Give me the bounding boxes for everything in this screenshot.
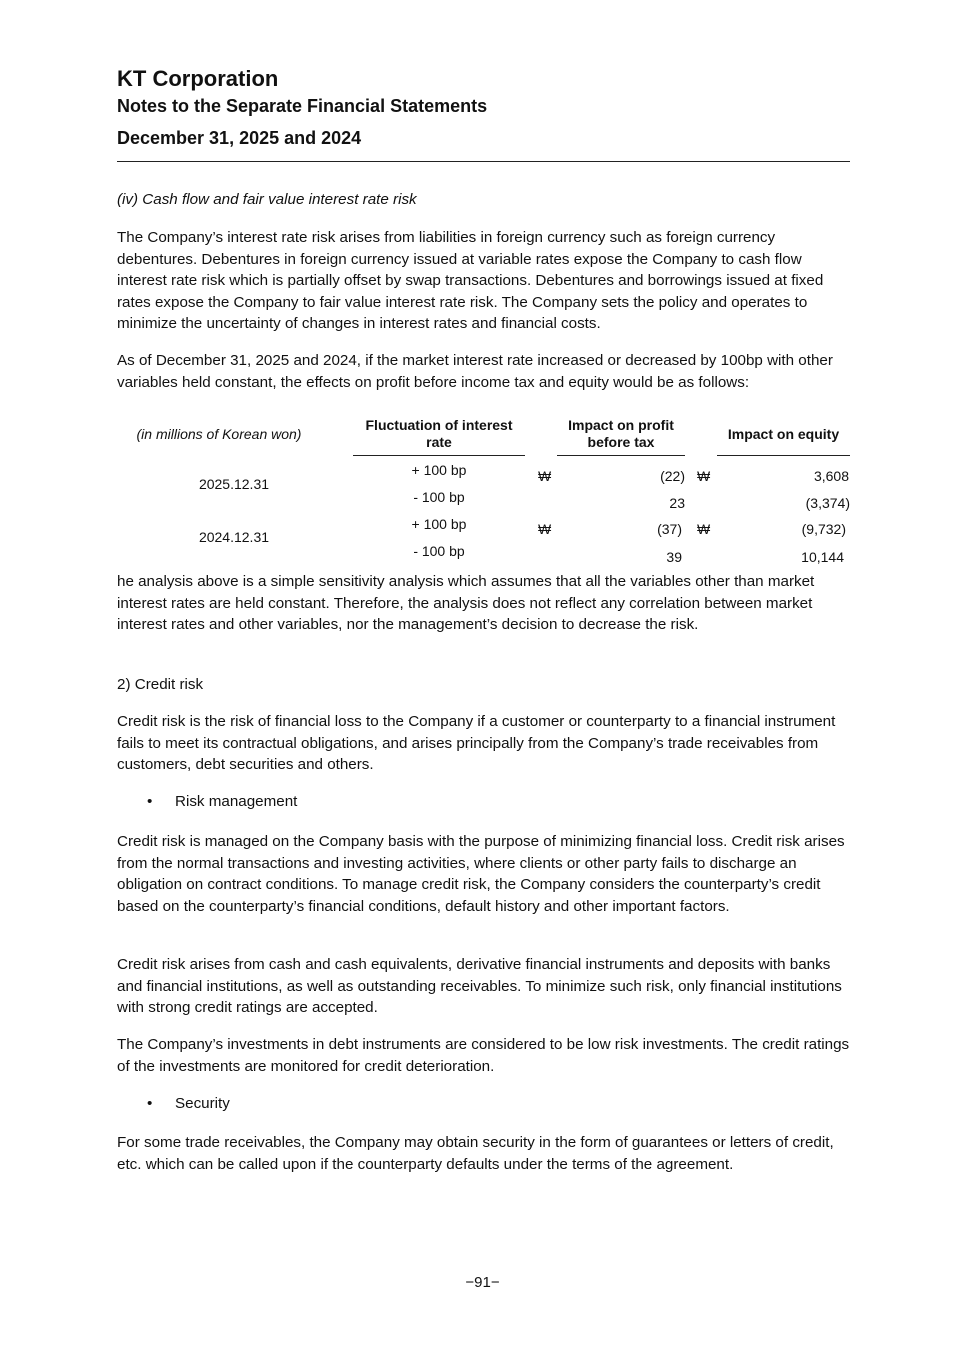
security-bullet: Security	[175, 1095, 230, 1112]
equity-up-value: 3,608	[813, 468, 849, 484]
profit-down-value: 39	[666, 549, 682, 565]
bullet-marker: •	[147, 793, 153, 810]
security-paragraph: For some trade receivables, the Company may obtain security in the form of guarantees or letters of credit, etc. which can be called upon if the counterparty defaults under the terms of the agreement.	[117, 1134, 834, 1173]
profit-up-value: (22)	[660, 468, 685, 484]
credit-risk-heading: 2) Credit risk	[117, 676, 204, 693]
debt-investments-paragraph: The Company’s investments in debt instruments are considered to be low risk investments. The credit ratings of the investments are monitored for credit deterioration.	[117, 1036, 850, 1075]
won-symbol: ₩	[697, 521, 711, 537]
sensitivity-table	[117, 412, 850, 572]
fluctuation-up: + 100 bp	[411, 462, 467, 478]
credit-risk-definition-paragraph: Credit risk is the risk of financial loss to the Company if a customer or counterparty to a financial instrument fails to meet its contractual obligations, and arises principally from the Company’s trade receivables from customers, debt securities and others.	[117, 713, 836, 774]
won-symbol: ₩	[538, 521, 552, 537]
equity-up-value: (9,732)	[801, 521, 846, 537]
reporting-period: December 31, 2025 and 2024	[117, 128, 362, 148]
unit-label: (in millions of Korean won)	[136, 426, 302, 442]
header-divider	[117, 161, 850, 162]
fluctuation-up: + 100 bp	[411, 516, 467, 532]
fluctuation-header-line2: rate	[426, 434, 452, 450]
equity-header: Impact on equity	[727, 426, 840, 442]
fluctuation-header-line1: Fluctuation of interest	[365, 417, 513, 433]
analysis-note-paragraph: he analysis above is a simple sensitivity analysis which assumes that all the variables other than market interest rates are held constant. Therefore, the analysis does not reflect any correlation between market interest rates and other variables, nor the management’s decision to decrease the risk.	[117, 573, 815, 634]
section-heading: (iv) Cash flow and fair value interest rate risk	[117, 191, 417, 208]
header-underline	[717, 455, 850, 456]
sensitivity-intro-paragraph: As of December 31, 2025 and 2024, if the market interest rate increased or decreased by 100bp with other variables held constant, the effects on profit before income tax and equity would be as follows:	[117, 352, 833, 391]
risk-management-bullet: Risk management	[175, 793, 298, 810]
row-date: 2025.12.31	[198, 476, 270, 492]
page-number: −91−	[465, 1274, 500, 1291]
interest-rate-risk-paragraph: The Company’s interest rate risk arises from liabilities in foreign currency such as foreign currency debentures. Debentures in foreign currency issued at variable rates expose the Company to cash flow interest rate risk which is partially offset by swap transactions. Debentures and borrowings issued at fixed rates expose the Company to fair value interest rate risk. The Company sets the policy and operates to minimize the uncertainty of changes in interest rates and financial costs.	[117, 229, 824, 333]
credit-sources-paragraph: Credit risk arises from cash and cash equivalents, derivative financial instruments and deposits with banks and financial institutions, as well as outstanding receivables. To minimize such risk, only financial institutions with strong credit ratings are accepted.	[117, 956, 842, 1017]
equity-down-value: (3,374)	[805, 495, 850, 511]
fluctuation-down: - 100 bp	[413, 543, 465, 559]
won-symbol: ₩	[538, 468, 552, 484]
row-date: 2024.12.31	[198, 529, 270, 545]
header-underline	[557, 455, 685, 456]
profit-header-line1: Impact on profit	[568, 417, 674, 433]
profit-up-value: (37)	[657, 521, 682, 537]
profit-header-line2: before tax	[587, 434, 655, 450]
document-subtitle: Notes to the Separate Financial Statements	[117, 96, 488, 116]
bullet-marker: •	[147, 1095, 153, 1112]
fluctuation-down: - 100 bp	[413, 489, 465, 505]
risk-management-paragraph: Credit risk is managed on the Company basis with the purpose of minimizing financial loss. Credit risk arises from the normal transactions and investing activities, where clients or other party fails to discharge an obligation on contract conditions. To manage credit risk, the Company considers the counterparty’s credit based on the counterparty’s financial conditions, default history and other important factors.	[117, 833, 845, 915]
equity-down-value: 10,144	[801, 549, 844, 565]
header-underline	[353, 455, 525, 456]
company-name: KT Corporation	[117, 66, 279, 91]
profit-down-value: 23	[669, 495, 685, 511]
won-symbol: ₩	[697, 468, 711, 484]
